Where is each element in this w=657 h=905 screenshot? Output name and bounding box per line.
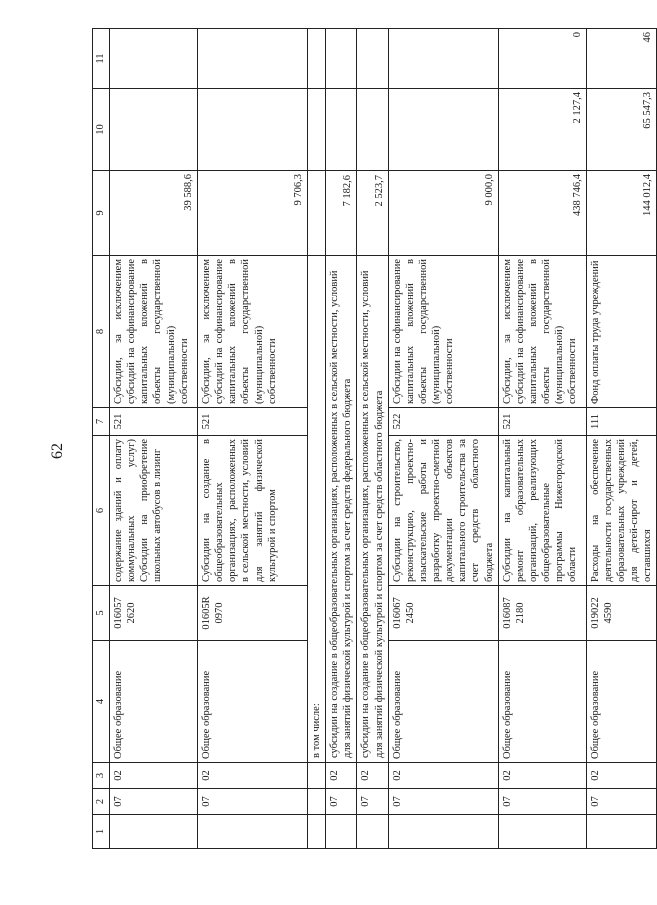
subtotal-description: субсидии на создание в общеобразовательных организациях, расположенных в сельской местности, условий для занятий физической культурой и спортом за счет средств федерального бюджета bbox=[326, 256, 357, 763]
expense-description: Расходы на обеспечение деятельности государственных образовательных учреждений для детей-сирот и детей, оставшихся bbox=[586, 436, 657, 586]
amount-col10 bbox=[308, 89, 326, 171]
amount-col9: 7 182,6 bbox=[326, 171, 357, 256]
header-cell: 10 bbox=[93, 89, 110, 171]
table-row bbox=[586, 29, 657, 849]
subsection-code: 02 bbox=[326, 763, 357, 789]
amount-col10: 2 127,4 bbox=[498, 89, 586, 171]
header-cell: 4 bbox=[93, 641, 110, 763]
subtotal-description: в том числе: bbox=[308, 256, 326, 763]
target-article-code: 01605R 0970 bbox=[198, 586, 308, 641]
expense-description: Субсидии на капитальный ремонт образовательных организаций, реализующих общеобразовательные программы Нижегородской области bbox=[498, 436, 586, 586]
subsection-code: 02 bbox=[388, 763, 498, 789]
amount-col10 bbox=[357, 89, 388, 171]
header-cell: 8 bbox=[93, 256, 110, 408]
expense-description: содержание зданий и оплату коммунальных услуг) Субсидии на приобретение школьных автобусов в лизинг bbox=[110, 436, 198, 586]
amount-col11 bbox=[110, 29, 198, 89]
amount-col11: 46 bbox=[586, 29, 657, 89]
subsection-code: 02 bbox=[110, 763, 198, 789]
col1-cell bbox=[326, 815, 357, 849]
subtotal-row bbox=[308, 29, 326, 849]
subtotal-row bbox=[357, 29, 388, 849]
amount-col11 bbox=[198, 29, 308, 89]
amount-col10 bbox=[388, 89, 498, 171]
col1-cell bbox=[388, 815, 498, 849]
target-article-code: 016087 2180 bbox=[498, 586, 586, 641]
section-code: 07 bbox=[357, 789, 388, 815]
header-cell: 9 bbox=[93, 171, 110, 256]
header-cell: 6 bbox=[93, 436, 110, 586]
amount-col9: 9 706,3 bbox=[198, 171, 308, 256]
section-code bbox=[308, 789, 326, 815]
amount-col9: 438 746,4 bbox=[498, 171, 586, 256]
subsection-code: 02 bbox=[586, 763, 657, 789]
section-name: Общее образование bbox=[498, 641, 586, 763]
section-code: 07 bbox=[198, 789, 308, 815]
amount-col10 bbox=[326, 89, 357, 171]
section-code: 07 bbox=[110, 789, 198, 815]
section-name: Общее образование bbox=[110, 641, 198, 763]
page-number: 62 bbox=[49, 443, 66, 459]
header-cell: 11 bbox=[93, 29, 110, 89]
expense-description: Субсидии на создание в общеобразовательных организациях, расположенных в сельской местности, условий для занятий физической культурой и спортом bbox=[198, 436, 308, 586]
table-row bbox=[198, 29, 308, 849]
rotated-table-container bbox=[92, 29, 654, 849]
table-row bbox=[498, 29, 586, 849]
amount-col9: 2 523,7 bbox=[357, 171, 388, 256]
header-cell: 3 bbox=[93, 763, 110, 789]
budget-table bbox=[92, 28, 657, 849]
amount-col9: 144 012,4 bbox=[586, 171, 657, 256]
expense-type-name: Субсидии, за исключением субсидий на софинансирование капитальных вложений в объекты государственной (муниципальной) собственности bbox=[198, 256, 308, 408]
section-code: 07 bbox=[388, 789, 498, 815]
expense-type-code: 522 bbox=[388, 408, 498, 436]
expense-type-code: 111 bbox=[586, 408, 657, 436]
col1-cell bbox=[308, 815, 326, 849]
subtotal-description: субсидии на создание в общеобразовательных организациях, расположенных в сельской местности, условий для занятий физической культурой и спортом за счет средств областного бюджета bbox=[357, 256, 388, 763]
amount-col9: 9 000,0 bbox=[388, 171, 498, 256]
amount-col11 bbox=[388, 29, 498, 89]
expense-type-name: Субсидии на софинансирование капитальных вложений в объекты государственной (муниципальной) собственности bbox=[388, 256, 498, 408]
target-article-code: 016057 2620 bbox=[110, 586, 198, 641]
expense-type-code: 521 bbox=[498, 408, 586, 436]
subsection-code: 02 bbox=[357, 763, 388, 789]
section-name: Общее образование bbox=[586, 641, 657, 763]
expense-type-code: 521 bbox=[198, 408, 308, 436]
amount-col10 bbox=[198, 89, 308, 171]
amount-col10: 65 547,3 bbox=[586, 89, 657, 171]
amount-col9 bbox=[308, 171, 326, 256]
col1-cell bbox=[586, 815, 657, 849]
header-row bbox=[93, 29, 110, 849]
section-code: 07 bbox=[498, 789, 586, 815]
header-cell: 5 bbox=[93, 586, 110, 641]
target-article-code: 016067 2450 bbox=[388, 586, 498, 641]
subsection-code: 02 bbox=[498, 763, 586, 789]
col1-cell bbox=[498, 815, 586, 849]
col1-cell bbox=[357, 815, 388, 849]
header-cell: 7 bbox=[93, 408, 110, 436]
section-name: Общее образование bbox=[198, 641, 308, 763]
col1-cell bbox=[198, 815, 308, 849]
header-cell: 2 bbox=[93, 789, 110, 815]
table-row bbox=[110, 29, 198, 849]
amount-col11 bbox=[357, 29, 388, 89]
expense-type-name: Фонд оплаты труда учреждений bbox=[586, 256, 657, 408]
expense-type-code: 521 bbox=[110, 408, 198, 436]
table-row bbox=[388, 29, 498, 849]
col1-cell bbox=[110, 815, 198, 849]
subsection-code bbox=[308, 763, 326, 789]
amount-col9: 39 588,6 bbox=[110, 171, 198, 256]
header-cell: 1 bbox=[93, 815, 110, 849]
amount-col10 bbox=[110, 89, 198, 171]
section-code: 07 bbox=[326, 789, 357, 815]
section-name: Общее образование bbox=[388, 641, 498, 763]
expense-type-name: Субсидии, за исключением субсидий на софинансирование капитальных вложений в объекты государственной (муниципальной) собственности bbox=[110, 256, 198, 408]
amount-col11: 0 bbox=[498, 29, 586, 89]
target-article-code: 019022 4590 bbox=[586, 586, 657, 641]
subsection-code: 02 bbox=[198, 763, 308, 789]
amount-col11 bbox=[308, 29, 326, 89]
section-code: 07 bbox=[586, 789, 657, 815]
amount-col11 bbox=[326, 29, 357, 89]
expense-description: Субсидии на строительство, реконструкцию, проектно-изыскательские работы и разработку проектно-сметной документации объектов капитального строительства за счет средств областного бюджета bbox=[388, 436, 498, 586]
expense-type-name: Субсидии, за исключением субсидий на софинансирование капитальных вложений в объекты государственной (муниципальной) собственности bbox=[498, 256, 586, 408]
subtotal-row bbox=[326, 29, 357, 849]
